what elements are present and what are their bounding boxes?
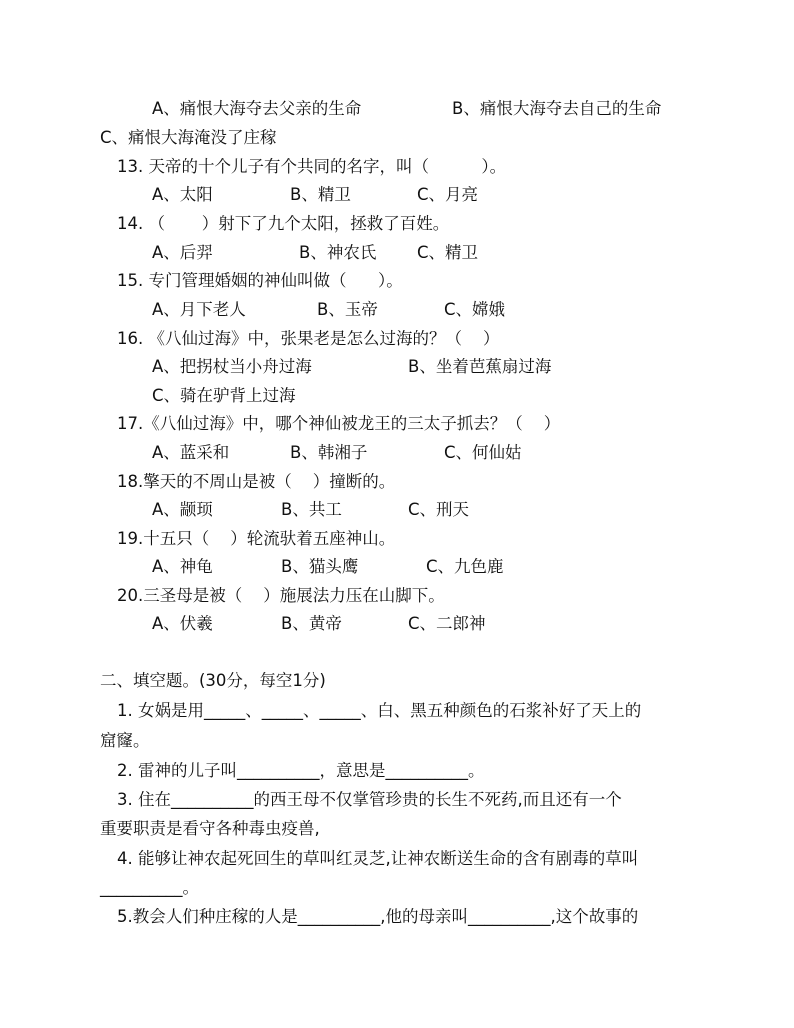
fill-5: 5.教会人们种庄稼的人是__________,他的母亲叫__________,这个故事的	[117, 907, 639, 926]
question-19: 19.十五只（ ）轮流驮着五座神山。	[117, 529, 396, 548]
q14-option-b: B、神农氏	[299, 243, 377, 262]
q14-option-c: C、精卫	[417, 243, 479, 262]
question-20: 20.三圣母是被（ ）施展法力压在山脚下。	[117, 586, 445, 605]
q16-option-b: B、坐着芭蕉扇过海	[408, 357, 552, 376]
question-14: 14. （ ）射下了九个太阳，拯救了百姓。	[117, 214, 450, 233]
q15-option-c: C、嫦娥	[444, 300, 506, 319]
q17-option-a: A、蓝采和	[152, 443, 230, 462]
question-16: 16. 《八仙过海》中，张果老是怎么过海的？（ ）	[117, 329, 500, 348]
q20-option-b: B、黄帝	[281, 614, 342, 633]
q19-option-b: B、猫头鹰	[281, 557, 359, 576]
question-17: 17.《八仙过海》中，哪个神仙被龙王的三太子抓去？（ ）	[117, 414, 561, 433]
q15-option-b: B、玉帝	[317, 300, 378, 319]
fill-2: 2. 雷神的儿子叫__________，意思是__________。	[117, 761, 485, 780]
q12-option-a: A、痛恨大海夺去父亲的生命	[152, 99, 362, 118]
q13-option-b: B、精卫	[290, 185, 351, 204]
q16-option-c: C、骑在驴背上过海	[152, 386, 296, 405]
q12-option-c: C、痛恨大海淹没了庄稼	[100, 128, 277, 147]
q12-option-b: B、痛恨大海夺去自己的生命	[452, 99, 662, 118]
q18-option-b: B、共工	[281, 500, 342, 519]
q18-option-c: C、刑天	[408, 500, 470, 519]
q16-option-a: A、把拐杖当小舟过海	[152, 357, 312, 376]
fill-3: 3. 住在__________的西王母不仅掌管珍贵的长生不死药,而且还有一个	[117, 790, 622, 809]
q15-option-a: A、月下老人	[152, 300, 246, 319]
q19-option-a: A、神龟	[152, 557, 213, 576]
q14-option-a: A、后羿	[152, 243, 213, 262]
q20-option-a: A、伏羲	[152, 614, 213, 633]
fill-3-cont: 重要职责是看守各种毒虫疫兽,	[100, 819, 320, 838]
q19-option-c: C、九色鹿	[426, 557, 504, 576]
fill-4-cont: __________。	[100, 878, 199, 897]
q13-option-c: C、月亮	[417, 185, 479, 204]
fill-1: 1. 女娲是用_____、_____、_____、白、黑五种颜色的石浆补好了天上的	[117, 701, 642, 720]
section-2-heading: 二、填空题。(30分，每空1分)	[100, 671, 326, 690]
question-13: 13. 天帝的十个儿子有个共同的名字，叫（ ）。	[117, 157, 507, 176]
q17-option-b: B、韩湘子	[290, 443, 368, 462]
q13-option-a: A、太阳	[152, 185, 213, 204]
question-15: 15. 专门管理婚姻的神仙叫做（ ）。	[117, 271, 403, 290]
q20-option-c: C、二郎神	[408, 614, 486, 633]
q17-option-c: C、何仙姑	[444, 443, 522, 462]
fill-4: 4. 能够让神农起死回生的草叫红灵芝,让神农断送生命的含有剧毒的草叫	[117, 849, 639, 868]
fill-1-cont: 窟窿。	[100, 731, 150, 750]
q18-option-a: A、颛顼	[152, 500, 213, 519]
question-18: 18.擎天的不周山是被（ ）撞断的。	[117, 472, 396, 491]
